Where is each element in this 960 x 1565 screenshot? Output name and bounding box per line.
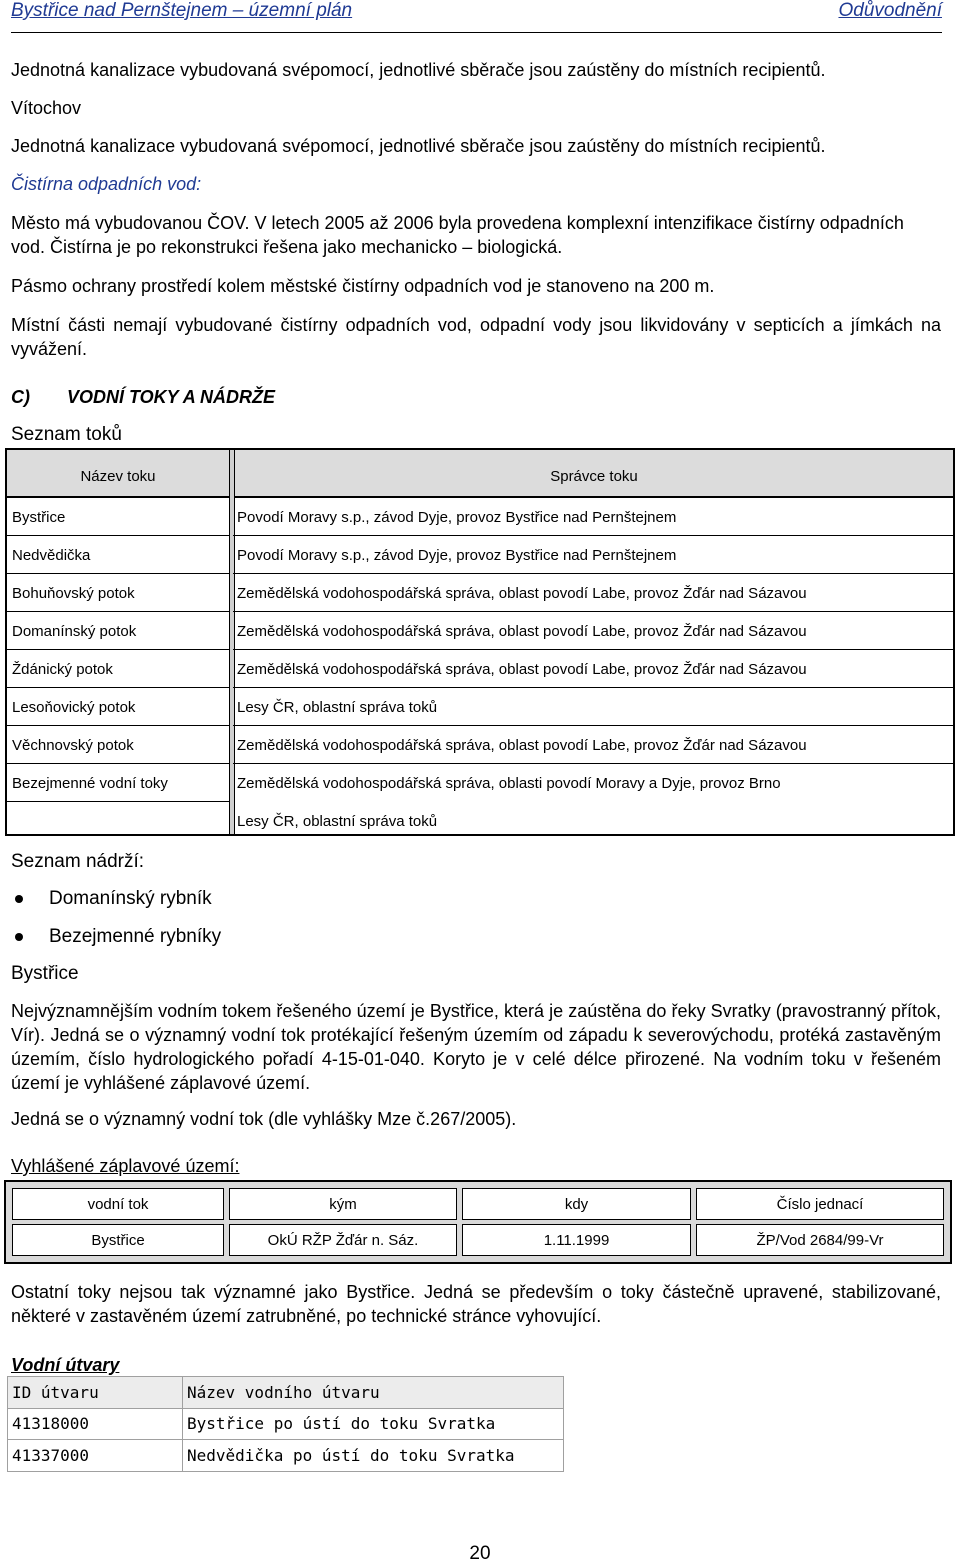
paragraph-bystrice-description: Nejvýznamnějším vodním tokem řešeného území je Bystřice, která je zaústěna do řeky Svratky (pravostranný přítok, Vír). Jedná se o významný vodní tok protékající řešeným územím od západu k severovýchodu, protéká zastavěným územím, číslo hydrologického pořadí 4-15-01-040. Koryto je v celé délce přirozené. Na vodním toku v řešeném území je vyhlášené záplavové území. (11, 1001, 941, 1093)
table-row (7, 650, 953, 688)
paragraph-vitochov: Vítochov (11, 98, 82, 118)
stream-admin: Zemědělská vodohospodářská správa, oblast povodí Labe, provoz Žďár nad Sázavou (237, 661, 807, 678)
stream-admin: Zemědělská vodohospodářská správa, oblast povodí Labe, provoz Žďár nad Sázavou (237, 585, 807, 602)
table-row (8, 1440, 564, 1472)
stream-admin: Zemědělská vodohospodářská správa, oblast povodí Labe, provoz Žďár nad Sázavou (237, 737, 807, 754)
column-header-id: ID útvaru (8, 1377, 183, 1409)
stream-admin: Povodí Moravy s.p., závod Dyje, provoz Bystřice nad Pernštejnem (237, 509, 677, 526)
flood-cell-stream: Bystřice (12, 1224, 224, 1256)
table-row (7, 764, 953, 802)
table-row (8, 1408, 564, 1440)
water-bodies-table (7, 1376, 564, 1472)
stream-admin: Zemědělská vodohospodářská správa, oblast povodí Labe, provoz Žďár nad Sázavou (237, 623, 807, 640)
water-body-id: 41318000 (8, 1408, 183, 1440)
stream-name: Lesoňovický potok (12, 699, 136, 716)
paragraph-sewer-2: Jednotná kanalizace vybudovaná svépomocí, jednotlivé sběrače jsou zaústěny do místních recipientů. (11, 136, 826, 156)
paragraph-other-streams: Ostatní toky nejsou tak významné jako Bystřice. Jedná se především o toky částečně upravené, stabilizované, některé v zastavěném území zatrubněné, po technické stránce vyhovující. (11, 1282, 941, 1326)
stream-name: Nedvědička (12, 547, 91, 564)
table-row (7, 574, 953, 612)
list-item (11, 926, 221, 948)
bystrice-heading: Bystřice (11, 963, 79, 984)
column-header-stream: vodní tok (12, 1188, 224, 1220)
stream-name: Bohuňovský potok (12, 585, 135, 602)
heading-wastewater-plant: Čistírna odpadních vod: (11, 174, 202, 194)
stream-name: Domanínský potok (12, 623, 137, 640)
bullet-icon (15, 933, 23, 941)
stream-admin: Lesy ČR, oblastní správa toků (237, 813, 438, 830)
section-c-letter: C) (11, 387, 30, 407)
flood-cell-reference: ŽP/Vod 2684/99-Vr (696, 1224, 944, 1256)
stream-name: Ždánický potok (12, 661, 113, 678)
bullet-icon (15, 895, 23, 903)
streams-list-label: Seznam toků (11, 424, 122, 445)
table-row (7, 612, 953, 650)
stream-admin: Lesy ČR, oblastní správa toků (237, 699, 438, 716)
paragraph-cov: Město má vybudovanou ČOV. V letech 2005 až 2006 byla provedena komplexní intenzifikace čistírny odpadních vod. Čistírna je po rekonstrukci řešena jako mechanicko – biologická. (11, 213, 904, 257)
column-header-water-body-name: Název vodního útvaru (183, 1377, 564, 1409)
table-row (7, 688, 953, 726)
list-item (11, 888, 212, 910)
water-body-name: Nedvědička po ústí do toku Svratka (183, 1440, 564, 1472)
table-row (7, 536, 953, 574)
water-body-name: Bystřice po ústí do toku Svratka (183, 1408, 564, 1440)
table-header-row (8, 1377, 564, 1409)
column-header-by-whom: kým (229, 1188, 457, 1220)
paragraph-local-parts: Místní části nemají vybudované čistírny odpadních vod, odpadní vody jsou likvidovány v septicích a jímkách na vyvážení. (11, 315, 941, 359)
reservoir-name: Bezejmenné rybníky (49, 926, 222, 947)
page-number: 20 (469, 1543, 491, 1564)
document-header-section: Odůvodnění (838, 0, 942, 21)
reservoirs-label: Seznam nádrží: (11, 851, 145, 872)
streams-table-header (7, 450, 953, 498)
table-row (7, 726, 953, 764)
paragraph-protection-zone: Pásmo ochrany prostředí kolem městské čistírny odpadních vod je stanoveno na 200 m. (11, 276, 715, 296)
stream-name: Bystřice (12, 509, 66, 526)
stream-name: Věchnovský potok (12, 737, 134, 754)
flood-cell-authority: OkÚ RŽP Žďár n. Sáz. (229, 1224, 457, 1256)
table-row (7, 498, 953, 536)
flood-cell-date: 1.11.1999 (462, 1224, 691, 1256)
header-divider (11, 32, 942, 33)
column-header-when: kdy (462, 1188, 691, 1220)
water-bodies-heading: Vodní útvary (11, 1355, 120, 1375)
column-header-stream-admin: Správce toku (550, 468, 638, 485)
section-c-title: VODNÍ TOKY A NÁDRŽE (67, 387, 276, 407)
flood-zone-label: Vyhlášené záplavové území: (11, 1156, 240, 1176)
section-c-heading (11, 387, 275, 408)
table-row (7, 802, 953, 840)
column-header-reference-number: Číslo jednací (696, 1188, 944, 1220)
paragraph-sewer-1: Jednotná kanalizace vybudovaná svépomocí, jednotlivé sběrače jsou zaústěny do místních recipientů. (11, 60, 826, 80)
flood-zone-table (4, 1180, 952, 1264)
stream-name: Bezejmenné vodní toky (12, 775, 168, 792)
reservoir-name: Domanínský rybník (49, 888, 212, 909)
document-header-title: Bystřice nad Pernštejnem – územní plán (11, 0, 353, 21)
water-body-id: 41337000 (8, 1440, 183, 1472)
streams-table (5, 448, 955, 836)
stream-admin: Povodí Moravy s.p., závod Dyje, provoz Bystřice nad Pernštejnem (237, 547, 677, 564)
stream-admin: Zemědělská vodohospodářská správa, oblasti povodí Moravy a Dyje, provoz Brno (237, 775, 781, 792)
paragraph-bystrice-significance: Jedná se o významný vodní tok (dle vyhlášky Mze č.267/2005). (11, 1109, 517, 1129)
column-header-stream-name: Název toku (80, 468, 156, 485)
